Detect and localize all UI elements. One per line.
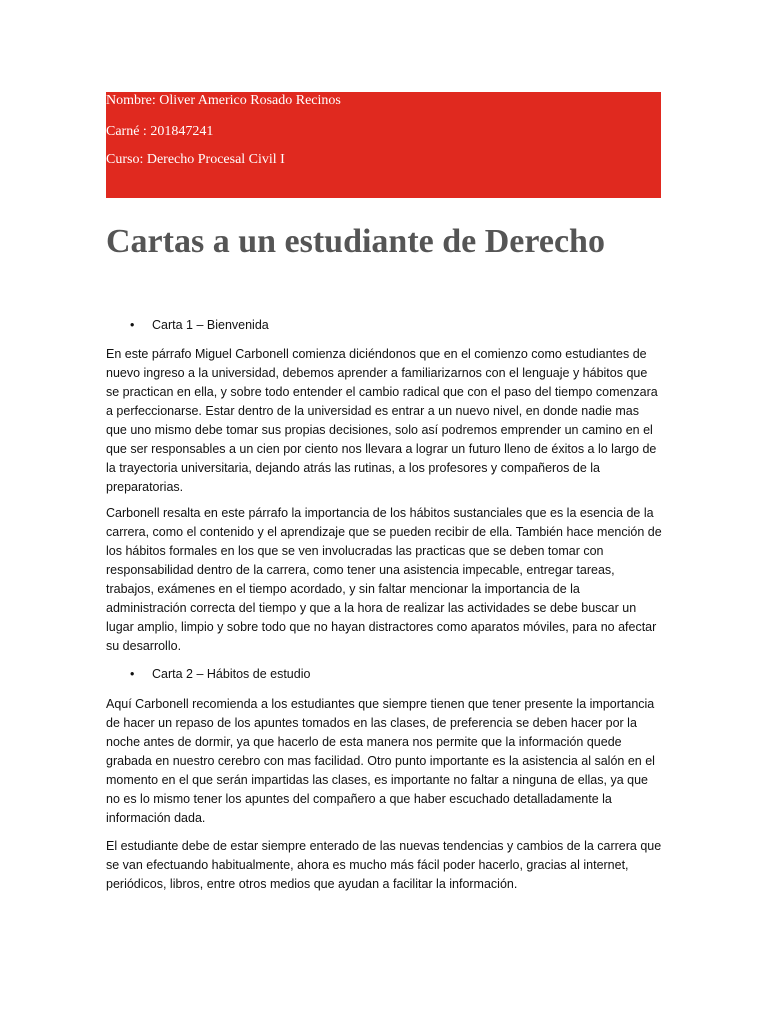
course-name: Curso: Derecho Procesal Civil I xyxy=(106,152,285,167)
paragraph: En este párrafo Miguel Carbonell comienza diciéndonos que en el comienzo como estudiantes de nuevo ingreso a la universidad, debemos aprender a familiarizarnos con el lenguaje y hábitos que se practican en ella, y sobre todo entender el cambio radical que con el paso del tiempo comenzara a perfeccionarse. Estar dentro de la universidad es entrar a un nuevo nivel, en donde nadie mas que uno mismo debe tomar sus propias decisiones, solo así podremos emprender un camino en el que ser responsables a un cien por ciento nos llevara a lograr un futuro lleno de éxitos a lo largo de la trayectoria universitaria, dejando atrás las rutinas, a los profesores y compañeros de la preparatorias. xyxy=(106,347,658,494)
paragraph: El estudiante debe de estar siempre enterado de las nuevas tendencias y cambios de la carrera que se van efectuando habitualmente, ahora es mucho más fácil poder hacerlo, gracias al internet, periódicos, libros, entre otros medios que ayudan a facilitar la información. xyxy=(106,839,662,891)
paragraph: Aquí Carbonell recomienda a los estudiantes que siempre tienen que tener presente la importancia de hacer un repaso de los apuntes tomados en las clases, de preferencia se deben hacer por la noche antes de dormir, ya que hacerlo de esta manera nos permite que la información quede grabada en nuestro cerebro con mas facilidad. Otro punto importante es la asistencia al salón en el momento en el que serán impartidas las clases, es importante no faltar a ninguna de ellas, ya que no es lo mismo tener los apuntes del compañero a que haber escuchado detalladamente la información dada. xyxy=(106,697,655,825)
student-id: Carné : 201847241 xyxy=(106,124,214,139)
bullet-dot-icon: • xyxy=(130,667,135,681)
student-name: Nombre: Oliver Americo Rosado Recinos xyxy=(106,93,341,108)
bullet-dot-icon: • xyxy=(130,318,135,332)
paragraph: Carbonell resalta en este párrafo la importancia de los hábitos sustanciales que es la esencia de la carrera, como el contenido y el aprendizaje que se pueden recibir de ella. También hace mención de los hábitos formales en los que se ven involucradas las practicas que se deben tomar con responsabilidad dentro de la carrera, como tener una asistencia impecable, entregar tareas, trabajos, exámenes en el tiempo acordado, y sin faltar mencionar la importancia de la administración correcta del tiempo y que a la hora de realizar las actividades se debe buscar un lugar amplio, limpio y sobre todo que no hayan distractores como aparatos móviles, para no afectar su desarrollo. xyxy=(106,506,662,653)
section-bullet-carta-2 xyxy=(130,666,310,682)
section-bullet-carta-1 xyxy=(130,317,269,333)
document-title: Cartas a un estudiante de Derecho xyxy=(106,223,605,260)
bullet-label: Carta 1 – Bienvenida xyxy=(152,318,269,332)
bullet-label: Carta 2 – Hábitos de estudio xyxy=(152,667,311,681)
